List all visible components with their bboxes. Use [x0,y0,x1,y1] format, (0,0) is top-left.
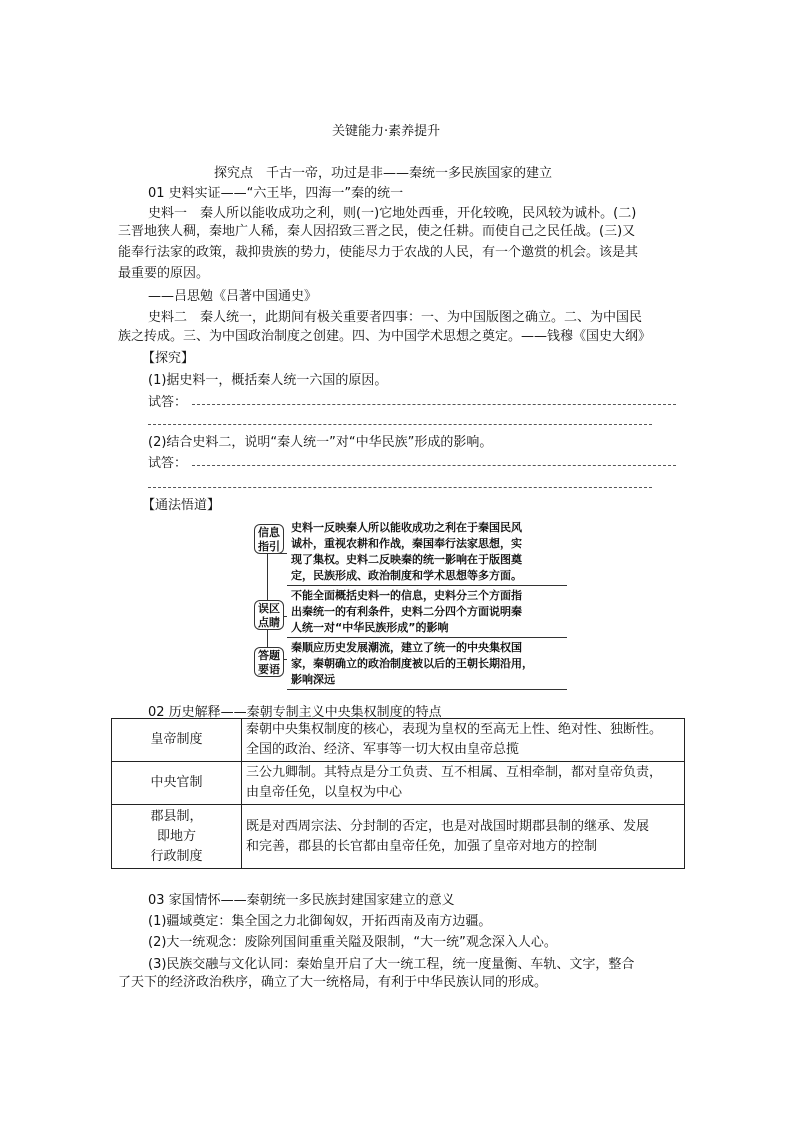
mind-map-node-label [254,524,284,554]
mind-map-node-label [254,600,284,630]
material-1-line: 三晋地狭人稠，秦地广人稀，秦人因招致三晋之民，使之任耕。而使自己之民任战。(三)又 [118,224,636,239]
material-2-line: 史料二 秦人统一，此期间有极关重要者四事：一、为中国版图之确立。二、为中国民 [148,310,643,325]
cell-line: 和完善，郡县的长官都由皇帝任免，加强了皇帝对地方的控制 [246,838,598,854]
section-01-heading: 01 史料实证——“六王毕，四海一”秦的统一 [148,186,404,201]
list-item: (1)疆域奠定：集全国之力北御匈奴，开拓西南及南方边疆。 [148,914,492,929]
node-label-text: 答题要语 [258,649,280,676]
mind-map-text: 出秦统一的有利条件，史料二分四个方面说明秦 [291,605,522,618]
answer-line[interactable] [192,465,676,466]
section-03-heading: 03 家国情怀——秦朝统一多民族封建国家建立的意义 [148,893,455,908]
question-2: (2)结合史料二，说明“秦人统一”对“中华民族”形成的影响。 [148,435,493,450]
material-1-line: 能奉行法家的政策，裁抑贵族的势力，使能尽力于农战的人民，有一个邀赏的机会。该是其 [118,245,639,260]
method-label: 【通法悟道】 [142,498,221,513]
table-cell [242,805,685,869]
list-item: (2)大一统观念：废除列国间重重关隘及限制，“大一统”观念深入人心。 [148,935,557,950]
node-label-text: 信息指引 [258,526,280,553]
table-cell [242,719,685,762]
mind-map-text: 不能全面概括史料一的信息，史料分三个方面指 [291,589,522,602]
answer-line[interactable] [148,424,652,425]
list-item-continued: 了天下的经济政治秩序，确立了大一统格局，有利于中华民族认同的形成。 [118,975,548,990]
row-header-line: 皇帝制度 [150,732,203,747]
cell-line: 秦朝中央集权制度的核心，表现为皇权的至高无上性、绝对性、独断性。 [246,722,663,737]
section-02-heading: 02 历史解释——秦朝专制主义中央集权制度的特点 [148,705,442,720]
table-row [112,719,685,762]
mind-map-text: 诚朴，重视农耕和作战，秦国奉行法家思想，实 [291,537,522,550]
page-title: 关键能力·素养提升 [332,124,441,139]
table-row-header [112,805,242,869]
underline [287,637,567,638]
underline [287,585,567,586]
table-row-header [112,719,242,762]
table-row-header [112,762,242,805]
material-2-line: 族之抟成。三、为中国政治制度之创建。四、为中国学术思想之奠定。——钱穆《国史大纲》 [118,329,652,344]
material-1-line: 史料一 秦人所以能收成功之利，则(一)它地处西垂，开化较晚，民风较为诚朴。(二) [148,206,637,221]
answer-label: 试答： [148,395,188,410]
mind-map-text: 家，秦朝确立的政治制度被以后的王朝长期沿用， [291,657,533,670]
material-1-line: 最重要的原因。 [118,266,210,281]
table-row [112,762,685,805]
explore-point-heading: 探究点 千古一帝，功过是非——秦统一多民族国家的建立 [214,166,553,181]
explore-label: 【探究】 [142,351,195,366]
mind-map-text: 史料一反映秦人所以能收成功之利在于秦国民风 [291,521,522,534]
answer-line[interactable] [148,487,652,488]
table-row [112,805,685,869]
row-header-line: 即地方 [156,828,196,844]
mind-map-node-label [254,647,284,677]
mind-map-text: 现了集权。史料二反映秦的统一影响在于版图奠 [291,553,522,566]
table-cell [242,762,685,805]
cell-line: 全国的政治、经济、军事等一切大权由皇帝总揽 [246,742,520,757]
row-header-line: 行政制度 [150,848,203,864]
question-1: (1)据史料一，概括秦人统一六国的原因。 [148,373,388,388]
features-table [111,718,685,869]
answer-label: 试答： [148,456,188,471]
mind-map-text: 人统一对“中华民族形成”的影响 [291,621,449,634]
row-header-line: 中央官制 [150,775,203,790]
cell-line: 既是对西周宗法、分封制的否定，也是对战国时期郡县制的继承、发展 [246,818,650,834]
cell-line: 由皇帝任免，以皇权为中心 [246,785,403,800]
mind-map-text: 秦顺应历史发展潮流，建立了统一的中央集权国 [291,641,522,654]
mind-map-text: 影响深远 [291,673,335,686]
mind-map-text: 定，民族形成、政治制度和学术思想等多方面。 [291,569,522,582]
row-header-line: 郡县制， [150,808,203,824]
node-label-text: 误区点睛 [258,602,280,629]
material-1-source: ——吕思勉《吕著中国通史》 [148,289,318,304]
answer-line[interactable] [192,404,676,405]
list-item: (3)民族交融与文化认同：秦始皇开启了大一统工程，统一度量衡、车轨、文字，整合 [148,957,635,972]
underline [287,689,567,690]
cell-line: 三公九卿制。其特点是分工负责、互不相属、互相牵制，都对皇帝负责， [246,765,663,780]
